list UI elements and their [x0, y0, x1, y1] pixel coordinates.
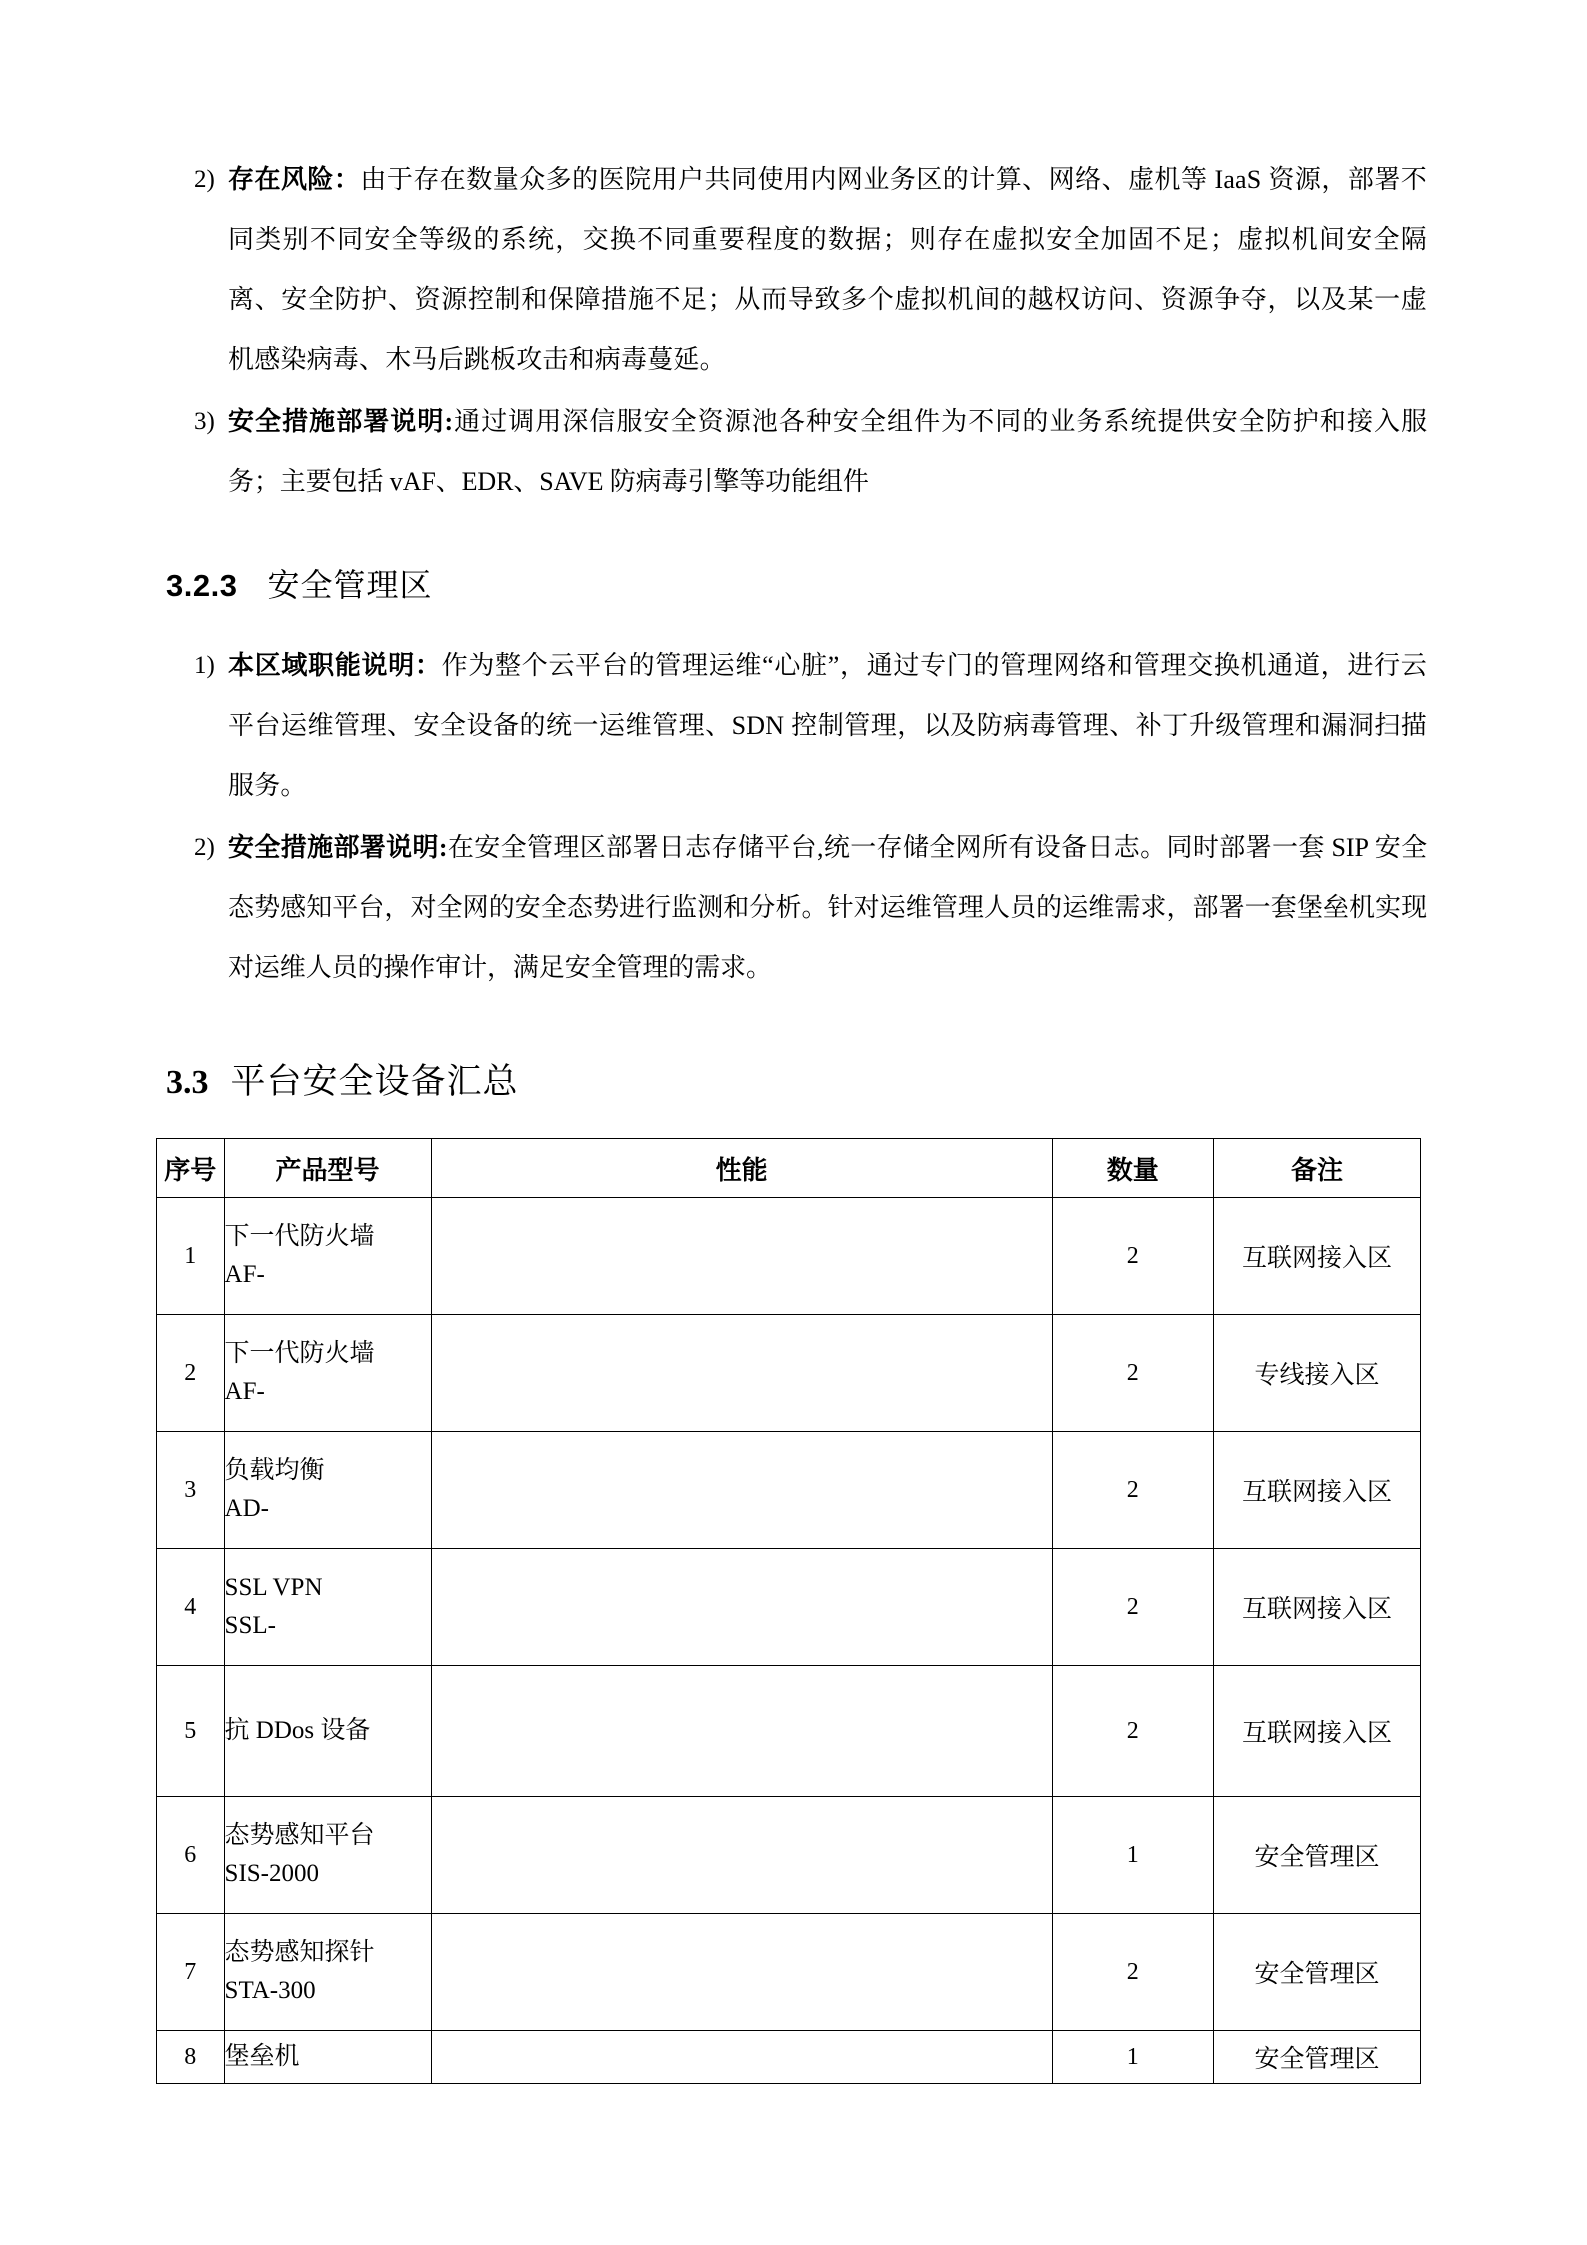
cell-quantity: 2 [1052, 1432, 1213, 1549]
cell-model-code: AF- [224, 1261, 265, 1288]
cell-index: 7 [157, 1914, 225, 2031]
cell-model [224, 1315, 431, 1432]
table-row [157, 1914, 1421, 2031]
cell-model [224, 2031, 431, 2084]
list-item-text [228, 392, 1427, 512]
cell-note: 互联网接入区 [1213, 1549, 1420, 1666]
cell-quantity: 2 [1052, 1914, 1213, 2031]
cell-model [224, 1914, 431, 2031]
list-item-text [228, 150, 1427, 390]
cell-index: 6 [157, 1797, 225, 1914]
platform-security-device-table [156, 1138, 1421, 2084]
list-item-lead: 安全措施部署说明: [228, 833, 448, 862]
section-heading-3-3 [160, 1054, 1427, 1104]
cell-index: 3 [157, 1432, 225, 1549]
list-item [160, 636, 1427, 816]
cell-model-name: 抗 DDos 设备 [224, 1717, 371, 1744]
section-heading-3-2-3 [160, 560, 1427, 606]
cell-quantity: 1 [1052, 1797, 1213, 1914]
section-number: 3.3 [166, 1064, 209, 1101]
list-item-lead: 安全措施部署说明: [228, 407, 453, 436]
table-row [157, 2031, 1421, 2084]
cell-index: 8 [157, 2031, 225, 2084]
cell-model [224, 1666, 431, 1797]
section-number: 3.2.3 [166, 568, 238, 603]
cell-model-code: SSL- [224, 1612, 276, 1639]
list-marker: 2) [194, 834, 215, 861]
column-header-model: 产品型号 [224, 1139, 431, 1198]
table-row [157, 1198, 1421, 1315]
cell-index: 5 [157, 1666, 225, 1797]
cell-performance [431, 1797, 1052, 1914]
cell-performance [431, 1432, 1052, 1549]
cell-note: 互联网接入区 [1213, 1666, 1420, 1797]
list-item [160, 818, 1427, 998]
cell-model-name: 下一代防火墙 [224, 1223, 375, 1250]
list-marker: 1) [194, 652, 215, 679]
cell-model-name: 下一代防火墙 [224, 1340, 375, 1367]
cell-index: 1 [157, 1198, 225, 1315]
table-row [157, 1315, 1421, 1432]
cell-model-name: SSL VPN [224, 1574, 323, 1601]
section-title: 平台安全设备汇总 [230, 1062, 519, 1101]
cell-note: 专线接入区 [1213, 1315, 1420, 1432]
cell-quantity: 2 [1052, 1198, 1213, 1315]
column-header-index: 序号 [157, 1139, 225, 1198]
cell-note: 安全管理区 [1213, 1797, 1420, 1914]
list-item [160, 150, 1427, 390]
table-row [157, 1666, 1421, 1797]
table-row [157, 1797, 1421, 1914]
column-header-performance: 性能 [431, 1139, 1052, 1198]
cell-model-code: AF- [224, 1378, 265, 1405]
cell-model-code: AD- [224, 1495, 269, 1522]
cell-quantity: 2 [1052, 1666, 1213, 1797]
cell-quantity: 2 [1052, 1549, 1213, 1666]
cell-model-name: 态势感知探针 [224, 1939, 375, 1966]
cell-model [224, 1432, 431, 1549]
cell-performance [431, 1914, 1052, 2031]
column-header-quantity: 数量 [1052, 1139, 1213, 1198]
table-header-row [157, 1139, 1421, 1198]
list-item-text [228, 818, 1427, 998]
list-item-lead: 存在风险： [228, 165, 361, 194]
table-row [157, 1432, 1421, 1549]
section-title: 安全管理区 [267, 567, 433, 603]
cell-note: 互联网接入区 [1213, 1432, 1420, 1549]
cell-note: 安全管理区 [1213, 1914, 1420, 2031]
column-header-note: 备注 [1213, 1139, 1420, 1198]
cell-performance [431, 2031, 1052, 2084]
cell-model-name: 堡垒机 [224, 2043, 300, 2070]
list-marker: 2) [194, 166, 215, 193]
list-item-body: 作为整个云平台的管理运维“心脏”，通过专门的管理网络和管理交换机通道，进行云平台运维管理、安全设备的统一运维管理、SDN 控制管理，以及防病毒管理、补丁升级管理和漏洞扫描服务。 [228, 651, 1427, 800]
list-marker: 3) [194, 408, 215, 435]
list-item-body: 通过调用深信服安全资源池各种安全组件为不同的业务系统提供安全防护和接入服务；主要包括 vAF、EDR、SAVE 防病毒引擎等功能组件 [228, 407, 1427, 496]
cell-index: 4 [157, 1549, 225, 1666]
cell-quantity: 1 [1052, 2031, 1213, 2084]
list-item-lead: 本区域职能说明： [228, 651, 442, 680]
table-row [157, 1549, 1421, 1666]
cell-performance [431, 1198, 1052, 1315]
cell-performance [431, 1666, 1052, 1797]
cell-model [224, 1198, 431, 1315]
cell-index: 2 [157, 1315, 225, 1432]
list-item-body: 由于存在数量众多的医院用户共同使用内网业务区的计算、网络、虚机等 IaaS 资源，部署不同类别不同安全等级的系统，交换不同重要程度的数据；则存在虚拟安全加固不足；虚拟机间安全隔离、安全防护、资源控制和保障措施不足；从而导致多个虚拟机间的越权访问、资源争夺，以及某一虚机感染病毒、木马后跳板攻击和病毒蔓延。 [228, 165, 1427, 374]
cell-model-name: 态势感知平台 [224, 1822, 375, 1849]
cell-model-name: 负载均衡 [224, 1457, 325, 1484]
cell-note: 安全管理区 [1213, 2031, 1420, 2084]
list-item-body: 在安全管理区部署日志存储平台,统一存储全网所有设备日志。同时部署一套 SIP 安全态势感知平台，对全网的安全态势进行监测和分析。针对运维管理人员的运维需求，部署一套堡垒机实现对运维人员的操作审计，满足安全管理的需求。 [228, 833, 1427, 982]
cell-model [224, 1549, 431, 1666]
cell-performance [431, 1315, 1052, 1432]
cell-note: 互联网接入区 [1213, 1198, 1420, 1315]
list-item-text [228, 636, 1427, 816]
cell-quantity: 2 [1052, 1315, 1213, 1432]
cell-model-code: SIS-2000 [224, 1860, 320, 1887]
cell-model-code: STA-300 [224, 1977, 316, 2004]
cell-model [224, 1797, 431, 1914]
cell-performance [431, 1549, 1052, 1666]
list-item [160, 392, 1427, 512]
